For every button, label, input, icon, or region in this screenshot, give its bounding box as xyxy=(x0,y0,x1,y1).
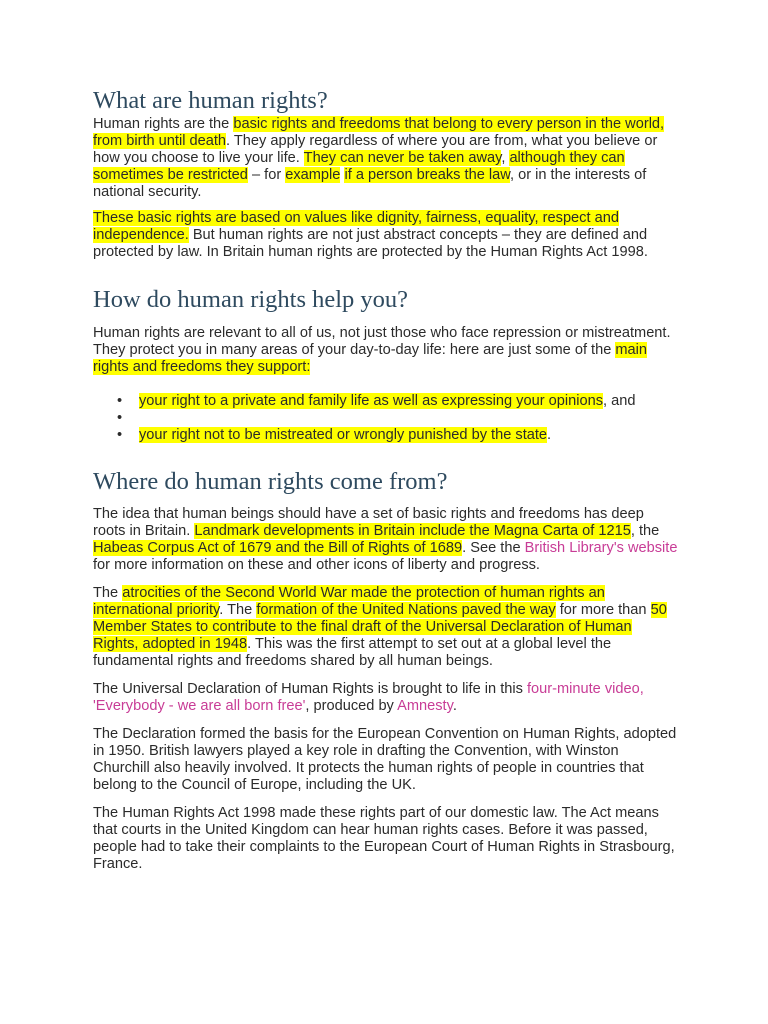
highlighted-text: although they can sometimes be restricted xyxy=(93,150,625,183)
text-run: . They apply regardless of where you are from, what you believe or how you choose to live your life. xyxy=(93,133,658,166)
paragraph-european-convention: The Declaration formed the basis for the European Convention on Human Rights, adopted in 1950. British lawyers played a key role in drafting the Convention, with Winston Churchill also heavily involved. It protects the human rights of people in countries that belong to the Council of Europe, including the UK. xyxy=(93,726,677,793)
text-run: But human rights are not just abstract concepts – they are defined and protected by law. In Britain human rights are protected by the Human Rights Act 1998. xyxy=(93,227,648,260)
text-run: – for xyxy=(247,167,286,183)
text-run: for more than xyxy=(555,602,651,618)
bullet-icon: • xyxy=(117,427,123,443)
highlighted-text: basic rights and freedoms that belong to every person in the world, from birth until death xyxy=(93,116,665,149)
text-run: , and xyxy=(603,393,636,409)
text-run: . xyxy=(452,698,457,714)
text-run: . The xyxy=(219,602,257,618)
highlighted-text: atrocities of the Second World War made the protection of human rights an international priority xyxy=(93,585,605,618)
rights-list xyxy=(93,393,678,444)
amnesty-link[interactable]: Amnesty xyxy=(397,698,453,714)
highlighted-text: if a person breaks the law xyxy=(344,167,510,183)
video-link[interactable]: four-minute video, 'Everybody - we are all born free' xyxy=(93,681,644,714)
text-run: . See the xyxy=(462,540,525,556)
heading-what-are-human-rights: What are human rights? xyxy=(93,87,328,114)
bullet-icon: • xyxy=(117,410,123,426)
highlighted-text: example xyxy=(285,167,341,183)
text-run: , or in the interests of national security. xyxy=(93,167,647,200)
paragraph-universal-declaration xyxy=(93,681,678,715)
heading-how-do-human-rights-help: How do human rights help you? xyxy=(93,286,409,313)
highlighted-text: These basic rights are based on values like dignity, fairness, equality, respect and independence. xyxy=(93,210,619,243)
highlighted-text: main rights and freedoms they support: xyxy=(93,342,648,375)
text-run: Human rights are relevant to all of us, not just those who face repression or mistreatment. They protect you in many areas of your day-to-day life: here are just some of the xyxy=(93,325,671,358)
list-item xyxy=(93,410,678,427)
list-item xyxy=(93,393,678,410)
heading-where-do-human-rights-come-from: Where do human rights come from? xyxy=(93,468,448,495)
text-run: , produced by xyxy=(305,698,398,714)
text-run: The Universal Declaration of Human Rights is brought to life in this xyxy=(93,681,527,697)
highlighted-text: formation of the United Nations paved the way xyxy=(256,602,556,618)
text-run: . xyxy=(547,427,552,443)
paragraph-basic-values xyxy=(93,210,678,261)
paragraph-definition xyxy=(93,116,678,201)
highlighted-text: Landmark developments in Britain include the Magna Carta of 1215 xyxy=(194,523,631,539)
highlighted-text: your right not to be mistreated or wrongly punished by the state xyxy=(139,427,548,443)
text-run: . This was the first attempt to set out at a global level the fundamental rights and freedoms shared by all human beings. xyxy=(93,636,612,669)
text-run: , the xyxy=(630,523,660,539)
highlighted-text: Habeas Corpus Act of 1679 and the Bill of Rights of 1689 xyxy=(93,540,463,556)
text-run: The xyxy=(93,585,123,601)
text-run: for more information on these and other icons of liberty and progress. xyxy=(93,557,540,573)
british-library-link[interactable]: British Library's website xyxy=(524,540,678,556)
list-item xyxy=(93,427,678,444)
text-run: Human rights are the xyxy=(93,116,234,132)
text-run: , xyxy=(501,150,510,166)
highlighted-text: your right to a private and family life as well as expressing your opinions xyxy=(139,393,603,409)
text-run: The idea that human beings should have a set of basic rights and freedoms has deep roots in Britain. xyxy=(93,506,644,539)
highlighted-text: 50 Member States to contribute to the final draft of the Universal Declaration of Human Rights, adopted in 1948 xyxy=(93,602,667,652)
paragraph-relevance xyxy=(93,325,678,376)
bullet-icon: • xyxy=(117,393,123,409)
paragraph-deep-roots xyxy=(93,506,678,574)
highlighted-text: They can never be taken away xyxy=(303,150,502,166)
paragraph-human-rights-act: The Human Rights Act 1998 made these rights part of our domestic law. The Act means that courts in the United Kingdom can hear human rights cases. Before it was passed, people had to take their complaints to the European Court of Human Rights in Strasbourg, France. xyxy=(93,805,675,872)
paragraph-second-world-war xyxy=(93,585,678,670)
